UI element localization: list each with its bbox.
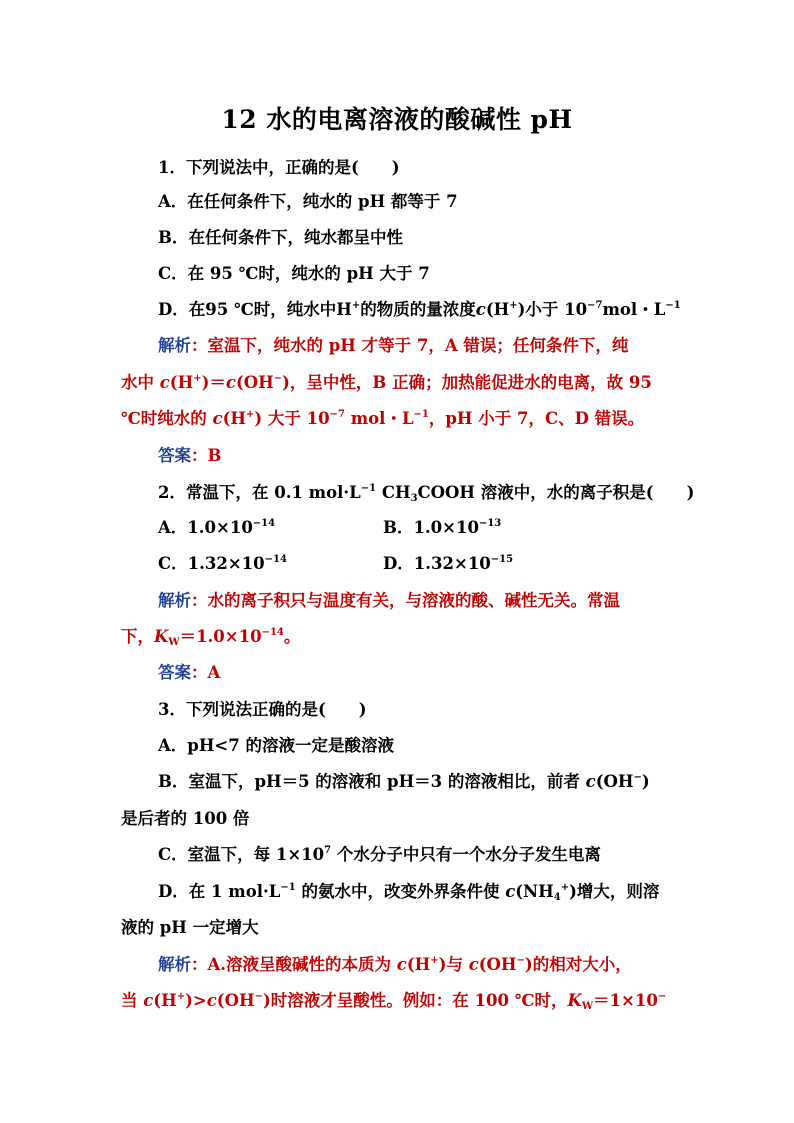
question-2-option-c: C．$1.32\times 10^{-14}$ xyxy=(158,554,287,573)
question-3-option-a: A．pH<7 的溶液一定是酸溶液 xyxy=(158,736,394,755)
question-2-option-a: A．$1.0\times 10^{-14}$ xyxy=(158,518,276,537)
question-3-stem: 3．下列说法正确的是( ) xyxy=(158,700,367,719)
question-1-answer: 答案：B xyxy=(158,446,222,465)
question-3-analysis-line-1: 解析：A.溶液呈酸碱性的本质为 c(H+)与 c(OH−)的相对大小， xyxy=(158,955,632,974)
question-1-option-d: D．在95 ℃时，纯水中H+的物质的量浓度c(H+)小于 $10^{-7}mol$・$L^{-1}$ xyxy=(158,300,681,319)
question-1-option-b: B．在任何条件下，纯水都呈中性 xyxy=(158,228,403,247)
question-3-option-d-line-2: 液的 pH 一定增大 xyxy=(121,918,259,937)
question-2-answer: 答案：A xyxy=(158,663,221,682)
question-2-analysis-line-2: 下，$K_W=1.0\times 10^{-14}$。 xyxy=(121,627,301,648)
question-3-option-b-line-1: B．室温下，pH＝5 的溶液和 pH＝3 的溶液相比，前者 c(OH−) xyxy=(158,772,650,791)
question-1-analysis-line-3: ℃时纯水的 c(H+) 大于 $10^{-7}$ mol・$L^{-1}$，pH 小于 7，C、D 错误。 xyxy=(121,409,645,428)
question-3-option-b-line-2: 是后者的 100 倍 xyxy=(121,809,250,828)
question-2-option-d: D．$1.32\times 10^{-15}$ xyxy=(383,554,514,573)
question-3-option-d-line-1: D．在 1 $mol\cdot L^{-1}$ 的氨水中，改变外界条件使 $c(NH_4^+)$增大，则溶 xyxy=(158,882,660,903)
question-1-option-c: C．在 95 ℃时，纯水的 pH 大于 7 xyxy=(158,264,430,283)
question-3-analysis-line-2: 当 c(H+)>c(OH−)时溶液才呈酸性。例如：在 100 ℃时，$K_W=1\times 10^-$ xyxy=(121,991,667,1012)
page-title: 12 水的电离溶液的酸碱性 pH xyxy=(221,105,573,134)
question-1-stem: 1．下列说法中，正确的是( ) xyxy=(158,158,400,177)
question-2-analysis-line-1: 解析：水的离子积只与温度有关，与溶液的酸、碱性无关。常温 xyxy=(158,591,620,610)
question-1-analysis-line-2: 水中 c(H+)＝c(OH−)，呈中性，B 正确；加热能促进水的电离，故 95 xyxy=(121,373,652,392)
question-3-option-c: C．室温下，每 $1\times 10^7$ 个水分子中只有一个水分子发生电离 xyxy=(158,845,601,864)
question-2-option-b: B．$1.0\times 10^{-13}$ xyxy=(383,518,502,537)
question-1-option-a: A．在任何条件下，纯水的 pH 都等于 7 xyxy=(158,192,458,211)
question-1-analysis-line-1: 解析：室温下，纯水的 pH 才等于 7，A 错误；任何条件下，纯 xyxy=(158,336,629,355)
question-2-stem: 2．常温下，在 0.1 $mol\cdot L^{-1}$ $CH_3COOH$ 溶液中，水的离子积是( ) xyxy=(158,483,695,504)
